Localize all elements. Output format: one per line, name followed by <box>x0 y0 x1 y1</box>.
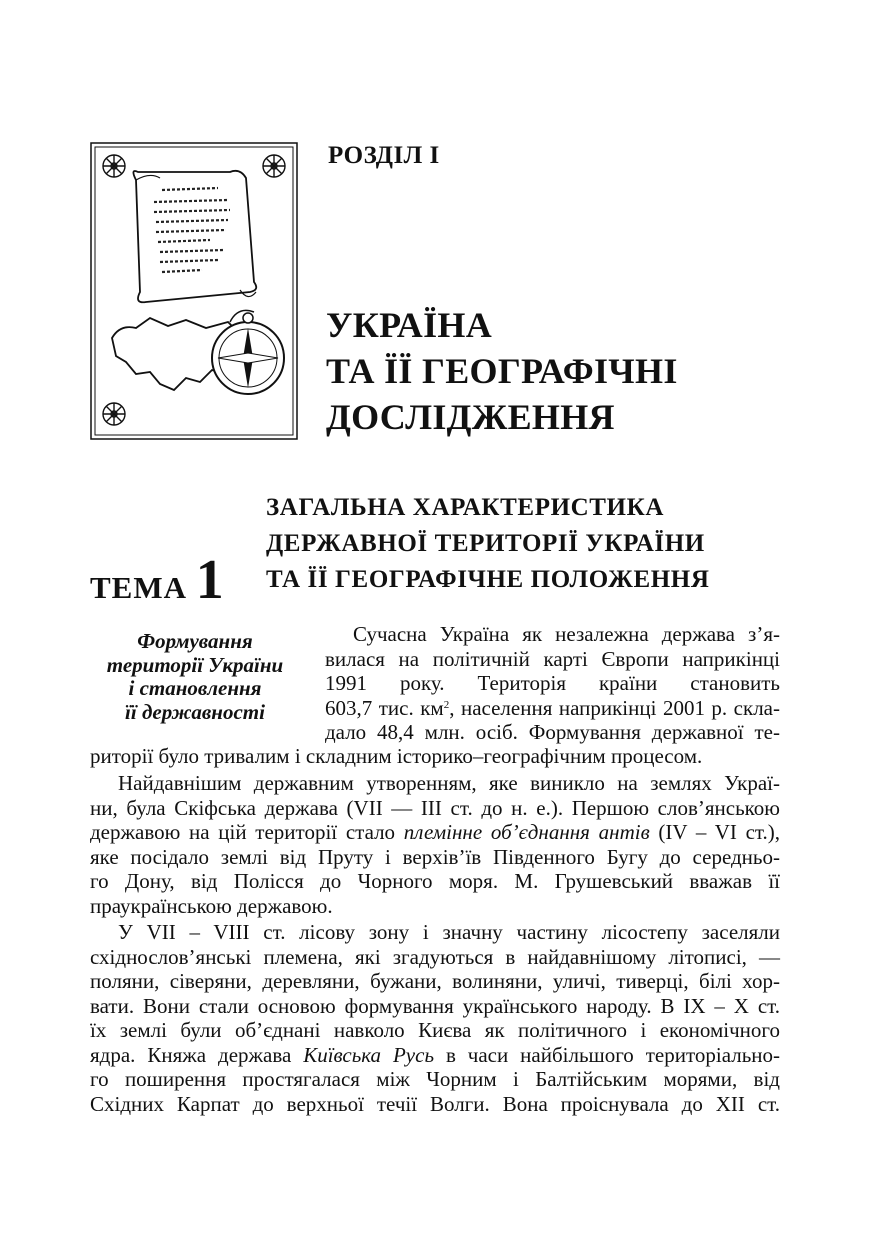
text-line: дало 48,4 млн. осіб. Формування державної те- <box>325 720 780 744</box>
text-line: го поширення простягалася між Чорним і Балтійським морями, від <box>90 1067 780 1091</box>
side-note-line: її державності <box>125 699 265 724</box>
section-label: РОЗДІЛ I <box>328 142 440 169</box>
topic-title-line: ЗАГАЛЬНА ХАРАКТЕРИСТИКА <box>266 494 664 521</box>
text-line: вилася на політичній карті Європи наприкінці <box>325 646 780 671</box>
text-line <box>90 1043 780 1068</box>
chapter-title-line: ДОСЛІДЖЕННЯ <box>326 397 615 437</box>
text-run: , населення наприкінці 2001 р. скла- <box>449 695 780 720</box>
text-line: східнослов’янські племена, які згадуються в найдавнішому літописі, — <box>90 944 780 969</box>
text-line: Сучасна Україна як незалежна держава з’я- <box>353 622 780 646</box>
chapter-illustration <box>90 142 298 440</box>
text-run: державою на цій території стало <box>90 820 404 844</box>
map-scroll-compass-icon <box>90 142 298 440</box>
text-run: ядра. Княжа держава <box>90 1042 304 1067</box>
italic-term: племінне об’єднання антів <box>403 820 650 844</box>
text-line: У VII – VIII ст. лісову зону і значну частину лісостепу заселяли <box>118 920 780 944</box>
topic-heading <box>90 549 225 611</box>
chapter-title-line: УКРАЇНА <box>326 305 493 345</box>
side-note <box>100 630 290 724</box>
chapter-title-line: ТА ЇЇ ГЕОГРАФІЧНІ <box>326 351 678 391</box>
text-run: (IV – VI ст.), <box>649 820 780 844</box>
topic-title-line: ТА ЇЇ ГЕОГРАФІЧНЕ ПОЛОЖЕННЯ <box>266 566 710 593</box>
text-line <box>325 696 780 721</box>
side-note-line: Формування <box>137 629 253 653</box>
text-line: поляни, сіверяни, деревляни, бужани, волиняни, уличі, тиверці, білі хор- <box>90 969 780 993</box>
side-note-line: і становлення <box>128 676 262 700</box>
text-line: їх землі були об’єднані навколо Києва як політичного і економічного <box>90 1018 780 1042</box>
side-note-line: території України <box>106 652 284 677</box>
text-line: Найдавнішим державним утворенням, яке виникло на землях Украї- <box>118 771 780 795</box>
text-line: Східних Карпат до верхньої течії Волги. Вона проіснувала до XII ст. <box>90 1091 780 1116</box>
paragraph-2 <box>90 771 780 918</box>
text-line: 1991 року. Територія країни становить <box>325 671 780 695</box>
text-line: яке посідало землі від Пруту і верхів’їв Південного Бугу до середньо- <box>90 844 780 869</box>
superscript: 2 <box>443 698 450 711</box>
text-line <box>90 820 780 845</box>
text-run: в часи найбільшого територіально- <box>434 1042 780 1067</box>
text-line: ни, була Скіфська держава (VII — III ст. до н. е.). Першою слов’янською <box>90 795 780 820</box>
text-line: го Дону, від Полісся до Чорного моря. М. Грушевський вважав її <box>90 869 780 893</box>
paragraph-1-tail <box>90 744 780 769</box>
text-run: 603,7 тис. км <box>325 695 444 720</box>
text-line: праукраїнською державою. <box>90 893 333 918</box>
topic-title-line: ДЕРЖАВНОЇ ТЕРИТОРІЇ УКРАЇНИ <box>266 530 705 557</box>
text-line: вати. Вони стали основою формування українського народу. В IX – X ст. <box>90 993 780 1018</box>
paragraph-3 <box>90 920 780 1116</box>
text-line: риторії було тривалим і складним історико–географічним процесом. <box>90 744 703 768</box>
topic-number: 1 <box>195 549 225 611</box>
paragraph-1 <box>325 622 780 745</box>
chapter-title <box>326 302 678 440</box>
topic-word: ТЕМА <box>90 570 187 605</box>
topic-title <box>266 490 709 598</box>
italic-term: Київська Русь <box>303 1042 435 1067</box>
